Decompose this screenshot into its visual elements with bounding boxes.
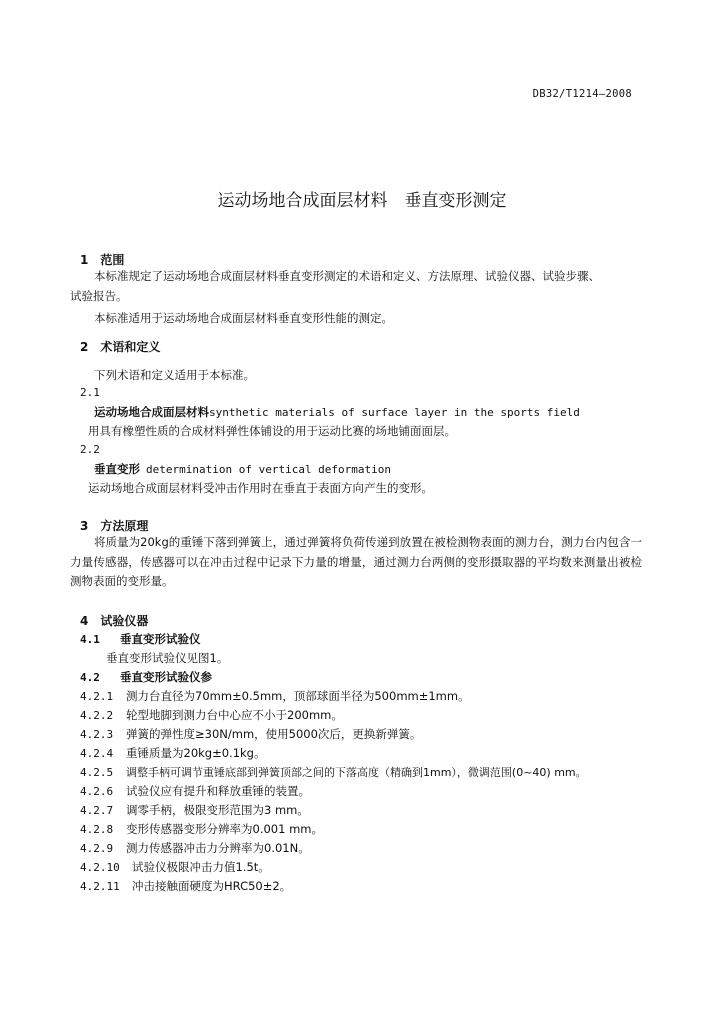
subsection-4-2-heading: [80, 669, 212, 685]
list-item-number: 4.2.5: [80, 766, 114, 779]
section-3-paragraph: 将质量为20kg的重锤下落到弹簧上，通过弹簧将负荷传递到放置在被检测物表面的测力台，测力台内包含一力量传感器，传感器可以在冲击过程中记录下力量的增量，通过测力台两侧的变形摄取器的平均数来测量出被检测物表面的变形量。: [70, 535, 642, 588]
list-item: [80, 764, 587, 780]
list-item-text: 变形传感器变形分辨率为0.001 mm。: [126, 822, 323, 836]
list-item: [80, 745, 265, 761]
list-item: [80, 840, 310, 856]
term-2-1-definition: 用具有橡塑性质的合成材料弹性体铺设的用于运动比赛的场地铺面面层。: [88, 424, 456, 438]
list-item-text: 轮型地脚到测力台中心应不小于200mm。: [126, 708, 343, 722]
list-item-text: 调整手柄可调节重锤底部到弹簧顶部之间的下落高度（精确到1mm），微调范围(0~40) mm。: [126, 766, 587, 779]
list-item: [80, 688, 470, 704]
list-item-number: 4.2.4: [80, 747, 114, 760]
list-item-text: 试验仪极限冲击力值1.5t。: [132, 860, 270, 874]
list-item-number: 4.2.3: [80, 728, 114, 741]
subsection-4-1-text: 垂直变形试验仪见图1。: [106, 651, 229, 665]
list-item-number: 4.2.10: [80, 861, 120, 874]
list-item-text: 测力台直径为70mm±0.5mm，顶部球面半径为500mm±1mm。: [126, 689, 470, 703]
section-1-para-1-line-2: 试验报告。: [70, 289, 128, 303]
list-item-text: 测力传感器冲击力分辨率为0.01N。: [126, 841, 310, 855]
section-2-intro: 下列术语和定义适用于本标准。: [94, 368, 255, 382]
list-item-text: 弹簧的弹性度≥30N/mm，使用5000次后，更换新弹簧。: [126, 727, 422, 741]
list-item-number: 4.2.7: [80, 804, 114, 817]
list-item: [80, 707, 343, 723]
term-2-2-heading: [94, 461, 391, 477]
section-1-heading: 1 范围: [80, 253, 125, 267]
list-item: [80, 821, 323, 837]
list-item-number: 4.2.2: [80, 709, 114, 722]
term-2-2-en: determination of vertical deformation: [146, 463, 392, 476]
section-3-heading: 3 方法原理: [80, 519, 149, 533]
list-item: [80, 783, 310, 799]
term-2-2-cn: 垂直变形: [94, 462, 140, 476]
list-item-text: 试验仪应有提升和释放重锤的装置。: [126, 784, 310, 798]
section-1-para-1-line-1: 本标准规定了运动场地合成面层材料垂直变形测定的术语和定义、方法原理、试验仪器、试验步骤、: [94, 269, 600, 283]
list-item-text: 冲击接触面硬度为HRC50±2。: [132, 879, 292, 893]
section-1-para-2: 本标准适用于运动场地合成面层材料垂直变形性能的测定。: [94, 311, 393, 325]
list-item: [80, 802, 309, 818]
list-item-number: 4.2.6: [80, 785, 114, 798]
subsection-4-2-number: 4.2: [80, 671, 100, 684]
list-item-number: 4.2.1: [80, 690, 114, 703]
section-2-heading: 2 术语和定义: [80, 340, 161, 354]
term-2-2-number: 2.2: [80, 443, 100, 456]
list-item-text: 调零手柄，极限变形范围为3 mm。: [126, 803, 309, 817]
list-item: [80, 878, 291, 894]
subsection-4-1-heading: [80, 631, 201, 647]
term-2-2-definition: 运动场地合成面层材料受冲击作用时在垂直于表面方向产生的变形。: [88, 481, 433, 495]
list-item: [80, 859, 270, 875]
subsection-4-1-title: 垂直变形试验仪: [120, 632, 201, 646]
term-2-1-cn: 运动场地合成面层材料: [94, 405, 209, 419]
subsection-4-2-title: 垂直变形试验仪参: [120, 670, 212, 684]
section-4-heading: 4 试验仪器: [80, 614, 149, 628]
list-item-number: 4.2.11: [80, 880, 120, 893]
list-item-number: 4.2.8: [80, 823, 114, 836]
standard-number: DB32/T1214—2008: [532, 88, 632, 100]
list-item-text: 重锤质量为20kg±0.1kg。: [126, 746, 266, 760]
list-item-number: 4.2.9: [80, 842, 114, 855]
subsection-4-1-number: 4.1: [80, 633, 100, 646]
term-2-1-en: synthetic materials of surface layer in the sports field: [209, 406, 580, 419]
list-item: [80, 726, 421, 742]
document-title: 运动场地合成面层材料 垂直变形测定: [217, 191, 507, 211]
term-2-1-heading: [94, 404, 580, 420]
term-2-1-number: 2.1: [80, 386, 100, 399]
